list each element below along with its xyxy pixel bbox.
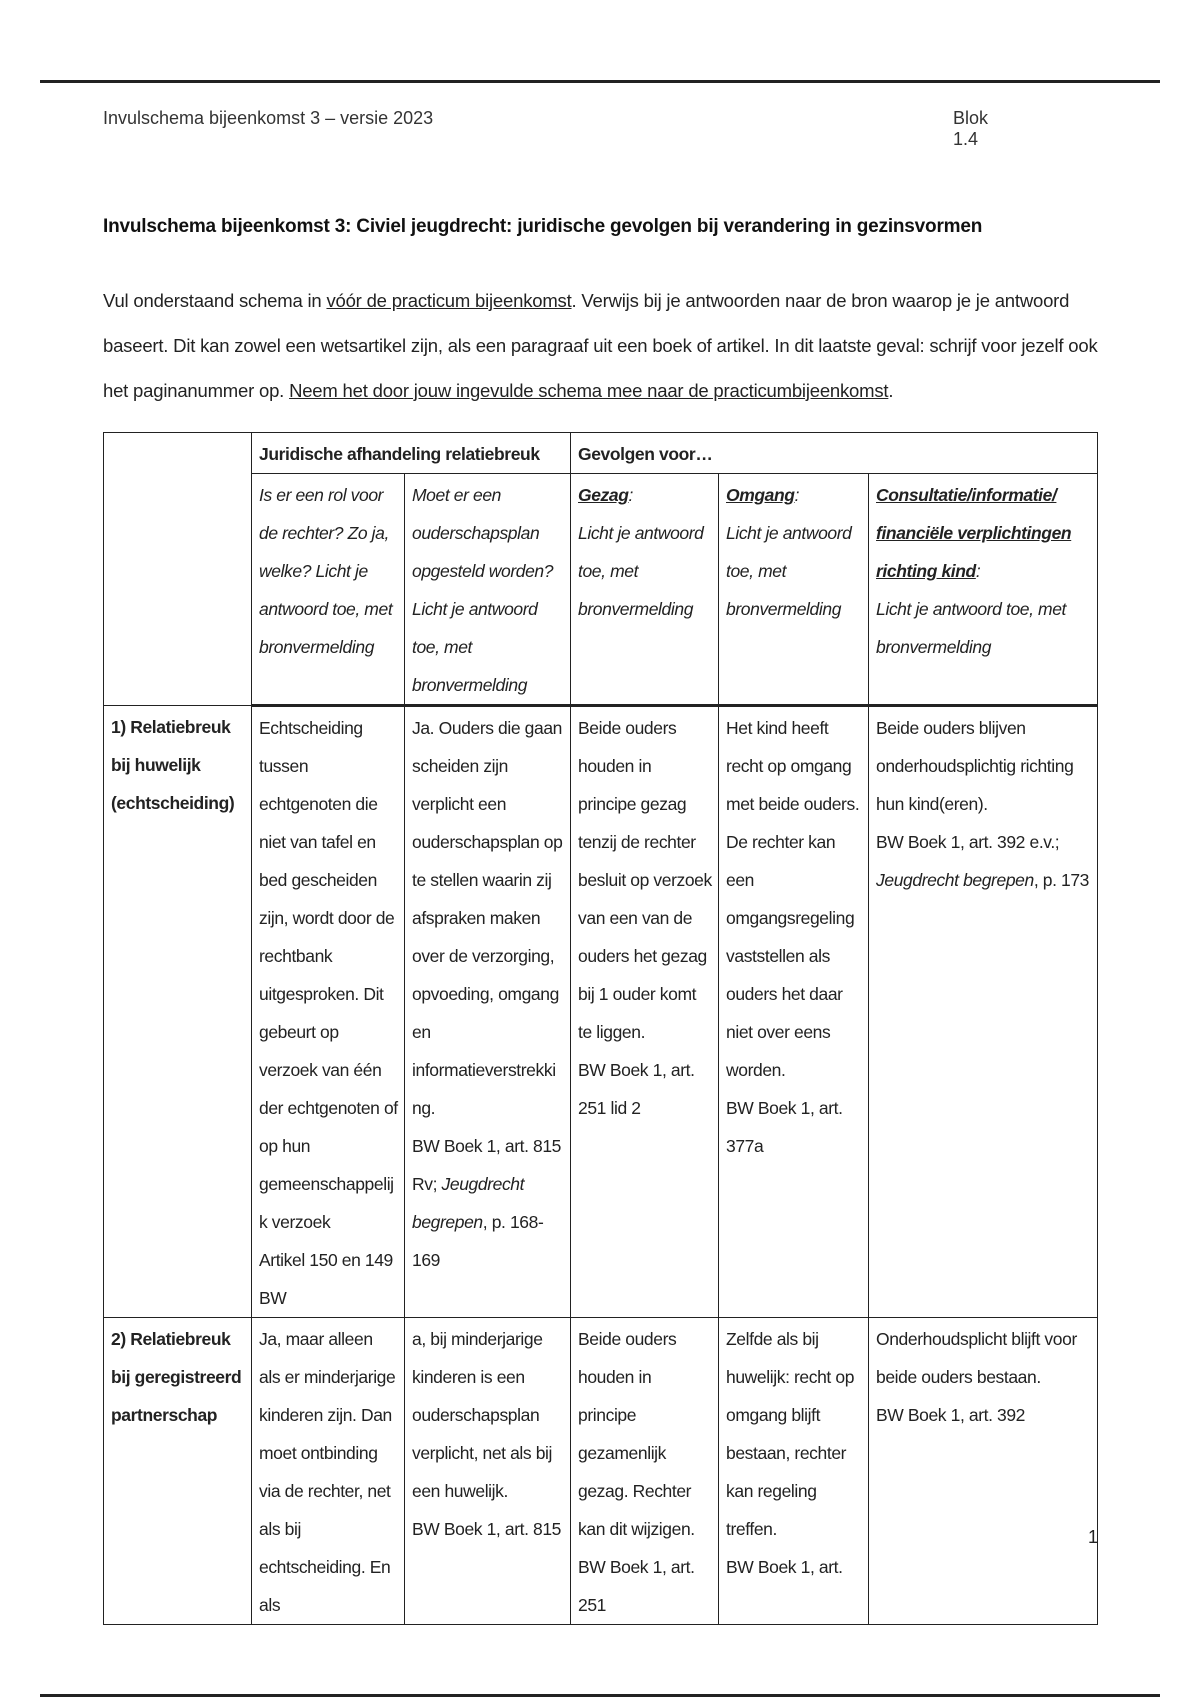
row-label-partnerschap: 2) Relatiebreuk bij geregistreerd partnerschap	[104, 1318, 252, 1625]
consultatie-text: Onderhoudsplicht blijft voor beide ouders bestaan.	[876, 1329, 1077, 1387]
cell-consultatie-huwelijk	[869, 706, 1098, 1318]
schema-table	[103, 432, 1098, 1625]
cell-omgang-partnerschap	[719, 1318, 869, 1625]
ouderschapsplan-bron: BW Boek 1, art. 815 Rv;	[412, 1136, 562, 1194]
omgang-title: Omgang	[726, 485, 795, 505]
omgang-subtitle: Licht je antwoord toe, met bronvermelding	[726, 523, 852, 619]
gezag-text: Beide ouders houden in principe gezamenlijk gezag. Rechter kan dit wijzigen.	[578, 1329, 695, 1539]
intro-text-3: .	[888, 380, 894, 401]
gezag-bron: BW Boek 1, art. 251	[578, 1557, 695, 1615]
group-header-juridisch: Juridische afhandeling relatiebreuk	[252, 433, 571, 474]
top-rule	[40, 80, 1160, 83]
cell-rechter-huwelijk	[252, 706, 405, 1318]
consultatie-bron-pages: , p. 173	[1033, 870, 1090, 890]
gezag-text: Beide ouders houden in principe gezag tenzij de rechter besluit op verzoek van een van de ouders het gezag bij 1 ouder komt te liggen.	[578, 718, 712, 1042]
table-group-header-row	[104, 433, 1098, 474]
page-number: 1	[1088, 1527, 1099, 1547]
col-header-consultatie: Consultatie/informatie/ financiële verplichtingen richting kind: Licht je antwoord toe, met bronvermelding	[869, 474, 1098, 706]
ouderschapsplan-bron: BW Boek 1, art. 815	[412, 1519, 562, 1539]
consultatie-bron: BW Boek 1, art. 392	[876, 1405, 1026, 1425]
cell-ouderschapsplan-huwelijk	[405, 706, 571, 1318]
header-left: Invulschema bijeenkomst 3 – versie 2023	[103, 108, 434, 128]
gezag-bron: BW Boek 1, art. 251 lid 2	[578, 1060, 695, 1118]
cell-consultatie-partnerschap	[869, 1318, 1098, 1625]
consultatie-subtitle: Licht je antwoord toe, met bronvermelding	[876, 599, 1067, 657]
document-title: Invulschema bijeenkomst 3: Civiel jeugdrecht: juridische gevolgen bij verandering in gezinsvormen	[103, 216, 983, 237]
page-header	[103, 108, 1003, 149]
bottom-rule	[40, 1694, 1160, 1697]
col-header-rechter: Is er een rol voor de rechter? Zo ja, welke? Licht je antwoord toe, met bronvermelding	[252, 474, 405, 706]
intro-underline-1: vóór de practicum bijeenkomst	[326, 290, 572, 311]
cell-ouderschapsplan-partnerschap	[405, 1318, 571, 1625]
intro-paragraph	[103, 278, 1103, 413]
table-corner-cell	[104, 433, 252, 706]
cell-rechter-partnerschap: Ja, maar alleen als er minderjarige kinderen zijn. Dan moet ontbinding via de rechter, net als bij echtscheiding. En als	[252, 1318, 405, 1625]
table-column-header-row	[104, 474, 1098, 706]
group-header-gevolgen: Gevolgen voor…	[571, 433, 1098, 474]
omgang-text: Zelfde als bij huwelijk: recht op omgang blijft bestaan, rechter kan regeling treffen.	[726, 1329, 855, 1539]
cell-gezag-partnerschap	[571, 1318, 719, 1625]
ouderschapsplan-bron-title: Jeugdrecht begrepen	[412, 1174, 525, 1232]
col-header-ouderschapsplan: Moet er een ouderschapsplan opgesteld worden? Licht je antwoord toe, met bronvermelding	[405, 474, 571, 706]
consultatie-bron-title: Jeugdrecht begrepen	[876, 870, 1034, 890]
ouderschapsplan-text: a, bij minderjarige kinderen is een ouderschapsplan verplicht, net als bij een huwelijk.	[412, 1329, 553, 1501]
consultatie-text: Beide ouders blijven onderhoudsplichtig richting hun kind(eren).	[876, 718, 1074, 814]
col-header-omgang: Omgang: Licht je antwoord toe, met bronvermelding	[719, 474, 869, 706]
table-row	[104, 1318, 1098, 1625]
omgang-bron: BW Boek 1, art.	[726, 1557, 843, 1577]
rechter-bron: Artikel 150 en 149 BW	[259, 1250, 393, 1308]
intro-text-2: . Verwijs bij je antwoorden naar de bron waarop je je antwoord baseert. Dit kan zowel een wetsartikel zijn, als een paragraaf uit een boek of artikel. In dit laatste geval: schrijf voor jezelf ook het paginanummer op.	[103, 290, 1098, 401]
cell-gezag-huwelijk	[571, 706, 719, 1318]
consultatie-title: Consultatie/informatie/ financiële verplichtingen richting kind	[876, 485, 1072, 581]
omgang-text: Het kind heeft recht op omgang met beide ouders. De rechter kan een omgangsregeling vaststellen als ouders het daar niet over eens worden.	[726, 718, 860, 1080]
table-row	[104, 706, 1098, 1318]
consultatie-bron: BW Boek 1, art. 392 e.v.;	[876, 832, 1060, 852]
row-label-huwelijk: 1) Relatiebreuk bij huwelijk (echtscheiding)	[104, 706, 252, 1318]
gezag-title: Gezag	[578, 485, 629, 505]
rechter-text: Echtscheiding tussen echtgenoten die niet van tafel en bed gescheiden zijn, wordt door de rechtbank uitgesproken. Dit gebeurt op verzoek van één der echtgenoten of op hun gemeenschappelijk verzoek	[259, 718, 398, 1232]
ouderschapsplan-bron-pages: , p. 168-169	[412, 1212, 544, 1270]
intro-underline-2: Neem het door jouw ingevulde schema mee naar de practicumbijeenkomst	[289, 380, 889, 401]
cell-omgang-huwelijk	[719, 706, 869, 1318]
intro-text-1: Vul onderstaand schema in	[103, 290, 327, 311]
ouderschapsplan-text: Ja. Ouders die gaan scheiden zijn verplicht een ouderschapsplan op te stellen waarin zij afspraken maken over de verzorging, opvoeding, omgang en informatieverstrekking.	[412, 718, 563, 1118]
header-right: Blok 1.4	[953, 108, 989, 149]
gezag-subtitle: Licht je antwoord toe, met bronvermelding	[578, 523, 704, 619]
omgang-bron: BW Boek 1, art. 377a	[726, 1098, 843, 1156]
col-header-gezag: Gezag: Licht je antwoord toe, met bronvermelding	[571, 474, 719, 706]
